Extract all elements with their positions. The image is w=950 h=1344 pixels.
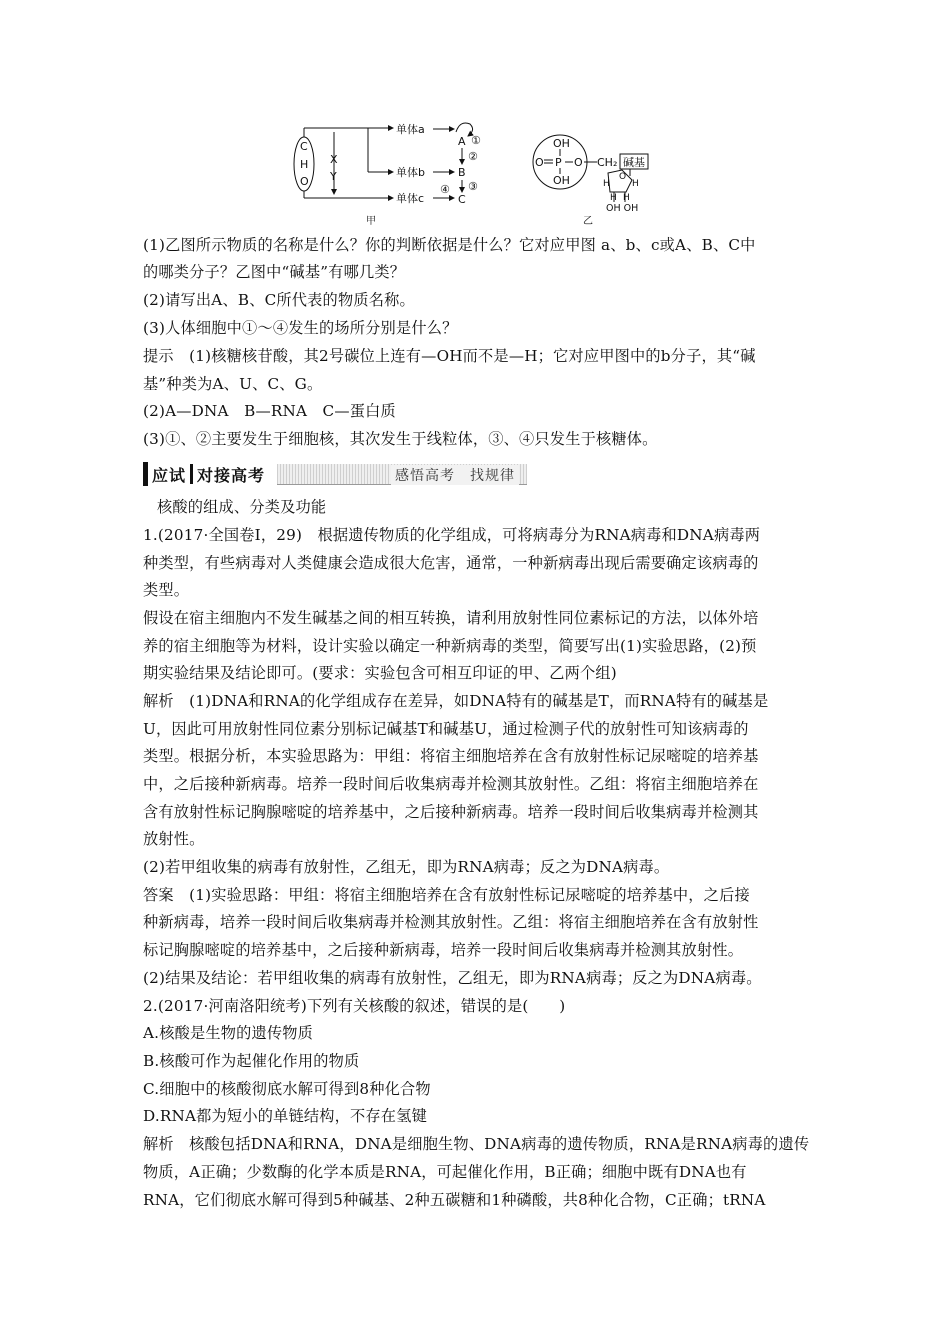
analysis-line: 物质，A正确；少数酶的化学本质是RNA，可起催化作用，B正确；细胞中既有DNA也有 [143, 1163, 747, 1181]
product-a: A [458, 135, 466, 148]
phosphate-o-double: O [535, 156, 544, 169]
step-2: ② [468, 150, 478, 163]
step-3: ③ [468, 180, 478, 193]
analysis-line: 解析 (1)DNA和RNA的化学组成存在差异，如DNA特有的碱基是T，而RNA特有的碱基是 [143, 692, 769, 710]
question-line: 种类型，有些病毒对人类健康会造成很大危害，通常，一种新病毒出现后需要确定该病毒的 [143, 554, 759, 572]
monomer-b: 单体b [396, 166, 425, 179]
label-y: Y [330, 170, 337, 183]
question-line: 类型。 [143, 581, 190, 599]
question-line: 期实验结果及结论即可。(要求：实验包含可相互印证的甲、乙两个组) [143, 664, 617, 682]
text-line: (1)乙图所示物质的名称是什么？你的判断依据是什么？它对应甲图 a、b、c或A、B、C中 [143, 236, 756, 254]
analysis-line: 中，之后接种新病毒。培养一段时间后收集病毒并检测其放射性。乙组：将宿主细胞培养在 [143, 775, 759, 793]
answer-line: 标记胸腺嘧啶的培养基中，之后接种新病毒，培养一段时间后收集病毒并检测其放射性。 [143, 941, 744, 959]
monomer-c: 单体c [396, 192, 425, 205]
hint-line: (2)A—DNA B—RNA C—蛋白质 [143, 402, 396, 420]
question-line: 2.(2017·河南洛阳统考)下列有关核酸的叙述，错误的是( ) [143, 997, 566, 1015]
monomer-a: 单体a [396, 123, 425, 136]
analysis-line: 放射性。 [143, 830, 205, 848]
answer-line: (2)结果及结论：若甲组收集的病毒有放射性，乙组无，即为RNA病毒；反之为DNA病毒。 [143, 969, 762, 987]
element-o: O [300, 175, 309, 188]
option-b: B.核酸可作为起催化作用的物质 [143, 1052, 360, 1070]
hint-line: 提示 (1)核糖核苷酸，其2号碳位上连有—OH而不是—H；它对应甲图中的b分子，其“碱 [143, 347, 756, 365]
h-2: H [632, 179, 639, 189]
h-3: H [610, 193, 617, 203]
h-4: H [623, 193, 630, 203]
phosphate-oh-top: OH [553, 137, 570, 150]
option-d: D.RNA都为短小的单链结构，不存在氢键 [143, 1107, 427, 1125]
option-a: A.核酸是生物的遗传物质 [143, 1024, 314, 1042]
element-h: H [300, 158, 309, 171]
text-line: (3)人体细胞中①～④发生的场所分别是什么？ [143, 319, 458, 337]
phosphorus: P [555, 156, 562, 169]
phosphate-oh-bottom: OH [553, 174, 570, 187]
answer-line: 种新病毒，培养一段时间后收集病毒并检测其放射性。乙组：将宿主细胞培养在含有放射性 [143, 913, 759, 931]
option-c: C.细胞中的核酸彻底水解可得到8种化合物 [143, 1080, 431, 1098]
step-1: ① [471, 134, 481, 147]
analysis-line: 类型。根据分析，本实验思路为：甲组：将宿主细胞培养在含有放射性标记尿嘧啶的培养基 [143, 747, 759, 765]
banner-divider [190, 464, 193, 484]
banner-right-text: 感悟高考 找规律 [391, 465, 519, 485]
banner-part2: 对接高考 [197, 465, 266, 485]
analysis-line: U，因此可用放射性同位素分别标记碱基T和碱基U，通过检测子代的放射性可知该病毒的 [143, 720, 749, 738]
analysis-line: 含有放射性标记胸腺嘧啶的培养基中，之后接种新病毒。培养一段时间后收集病毒并检测其 [143, 803, 759, 821]
product-c: C [458, 193, 466, 206]
label-x: X [330, 153, 338, 166]
section-subtitle: 核酸的组成、分类及功能 [157, 498, 327, 516]
ch2-group: CH₂ [597, 156, 618, 169]
section-banner [143, 462, 528, 486]
banner-stripe [277, 464, 527, 485]
figure-diagram [290, 118, 690, 230]
question-line: 养的宿主细胞等为材料，设计实验以确定一种新病毒的类型，简要写出(1)实验思路，(2)预 [143, 637, 757, 655]
banner-part1: 应试 [152, 465, 187, 485]
base-label: 碱基 [623, 156, 645, 169]
analysis-line: (2)若甲组收集的病毒有放射性，乙组无，即为RNA病毒；反之为DNA病毒。 [143, 858, 670, 876]
analysis-line: RNA，它们彻底水解可得到5种碱基、2种五碳糖和1种磷酸，共8种化合物，C正确；tRNA [143, 1191, 766, 1209]
analysis-line: 解析 核酸包括DNA和RNA，DNA是细胞生物、DNA病毒的遗传物质，RNA是RNA病毒的遗传 [143, 1135, 810, 1153]
phosphate-o-right: O [574, 156, 583, 169]
product-b: B [458, 166, 466, 179]
hint-line: (3)①、②主要发生于细胞核，其次发生于线粒体，③、④只发生于核糖体。 [143, 430, 658, 448]
question-line: 1.(2017·全国卷Ⅰ，29) 根据遗传物质的化学组成，可将病毒分为RNA病毒和DNA病毒两 [143, 526, 761, 544]
h-1: H [603, 179, 610, 189]
text-line: 的哪类分子？乙图中“碱基”有哪几类？ [143, 263, 406, 281]
oh-pair: OH OH [606, 203, 639, 214]
question-line: 假设在宿主细胞内不发生碱基之间的相互转换，请利用放射性同位素标记的方法，以体外培 [143, 609, 759, 627]
element-c: C [300, 140, 308, 153]
hint-line: 基”种类为A、U、C、G。 [143, 375, 323, 393]
figure [290, 118, 690, 230]
ring-oxygen: O [619, 172, 627, 182]
caption-jia: 甲 [366, 216, 376, 227]
text-line: (2)请写出A、B、C所代表的物质名称。 [143, 291, 415, 309]
step-4: ④ [440, 183, 450, 196]
banner-title [143, 462, 280, 486]
answer-line: 答案 (1)实验思路：甲组：将宿主细胞培养在含有放射性标记尿嘧啶的培养基中，之后接 [143, 886, 750, 904]
caption-yi: 乙 [583, 216, 593, 227]
